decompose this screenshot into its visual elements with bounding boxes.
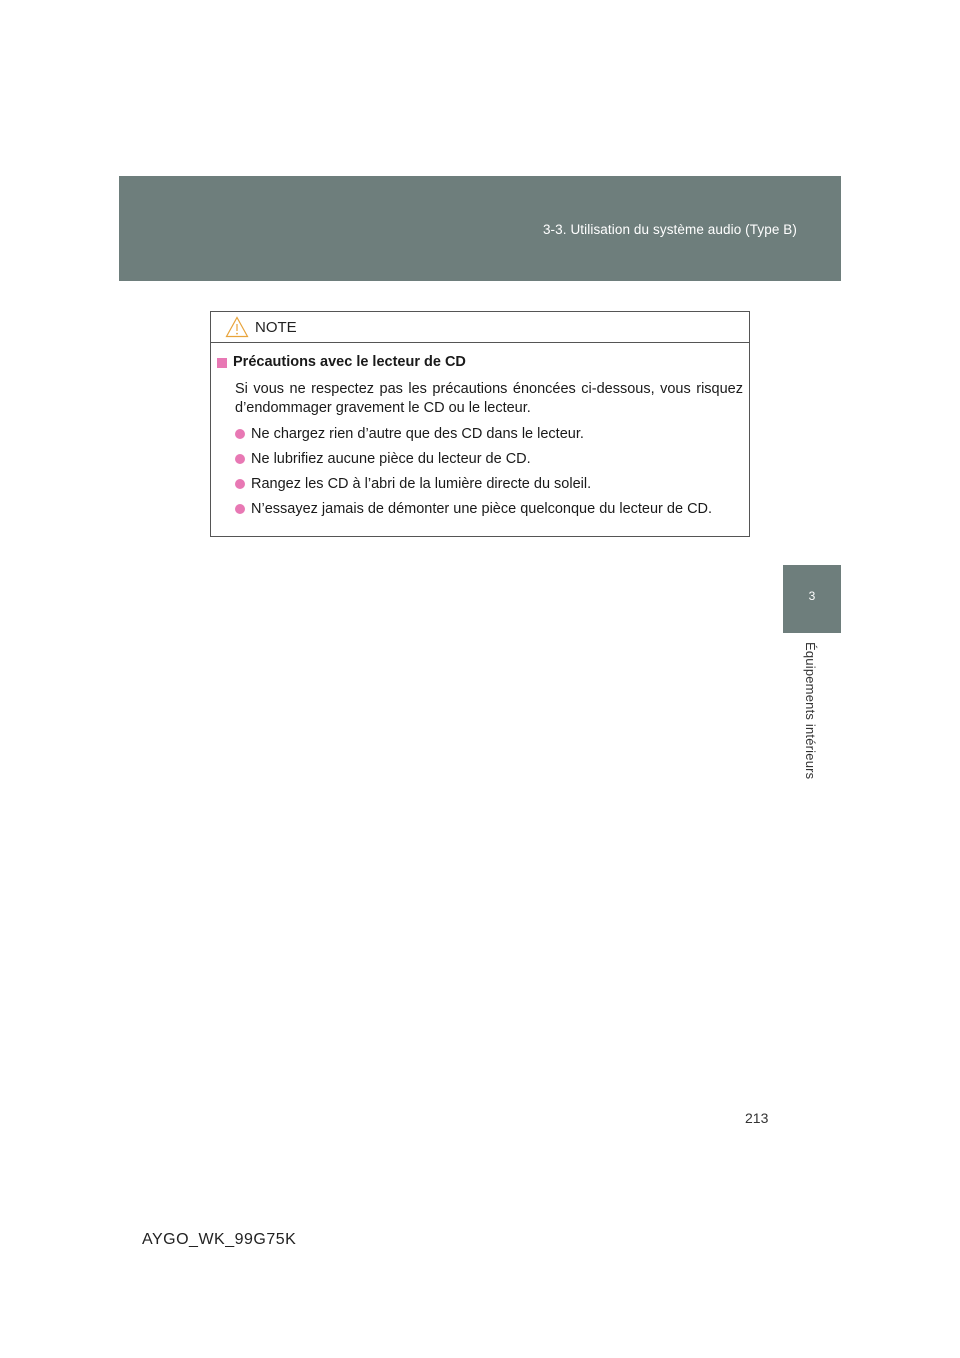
list-item [235,475,743,494]
list-item-text: Ne lubrifiez aucune pièce du lecteur de CD. [251,451,531,467]
chapter-tab [783,565,841,633]
bullet-dot-icon [235,504,245,514]
document-code: AYGO_WK_99G75K [142,1231,297,1248]
note-header [211,312,749,343]
list-item-text: Rangez les CD à l’abri de la lumière directe du soleil. [251,476,592,492]
bullet-dot-icon [235,429,245,439]
warning-triangle-icon [225,316,249,338]
section-title [217,353,743,372]
list-item [235,500,743,519]
square-bullet-icon [217,358,227,368]
note-title: NOTE [255,319,297,336]
list-item [235,425,743,444]
section-title-text: Précautions avec le lecteur de CD [233,354,466,370]
list-item-text: N’essayez jamais de démonter une pièce quelconque du lecteur de CD. [251,501,713,517]
note-body [211,343,749,519]
note-box [210,311,750,537]
page-number: 213 [745,1110,769,1126]
list-item-text: Ne chargez rien d’autre que des CD dans le lecteur. [251,426,584,442]
list-item [235,450,743,469]
chapter-number: 3 [808,589,816,603]
chapter-label: Équipements intérieurs [803,642,818,780]
intro-paragraph: Si vous ne respectez pas les précautions énoncées ci-dessous, vous risquez d’endommager gravement le CD ou le lecteur. [235,381,743,416]
bullet-dot-icon [235,479,245,489]
header-band [119,176,841,281]
section-header-title: 3-3. Utilisation du système audio (Type B) [542,222,797,237]
bullet-dot-icon [235,454,245,464]
